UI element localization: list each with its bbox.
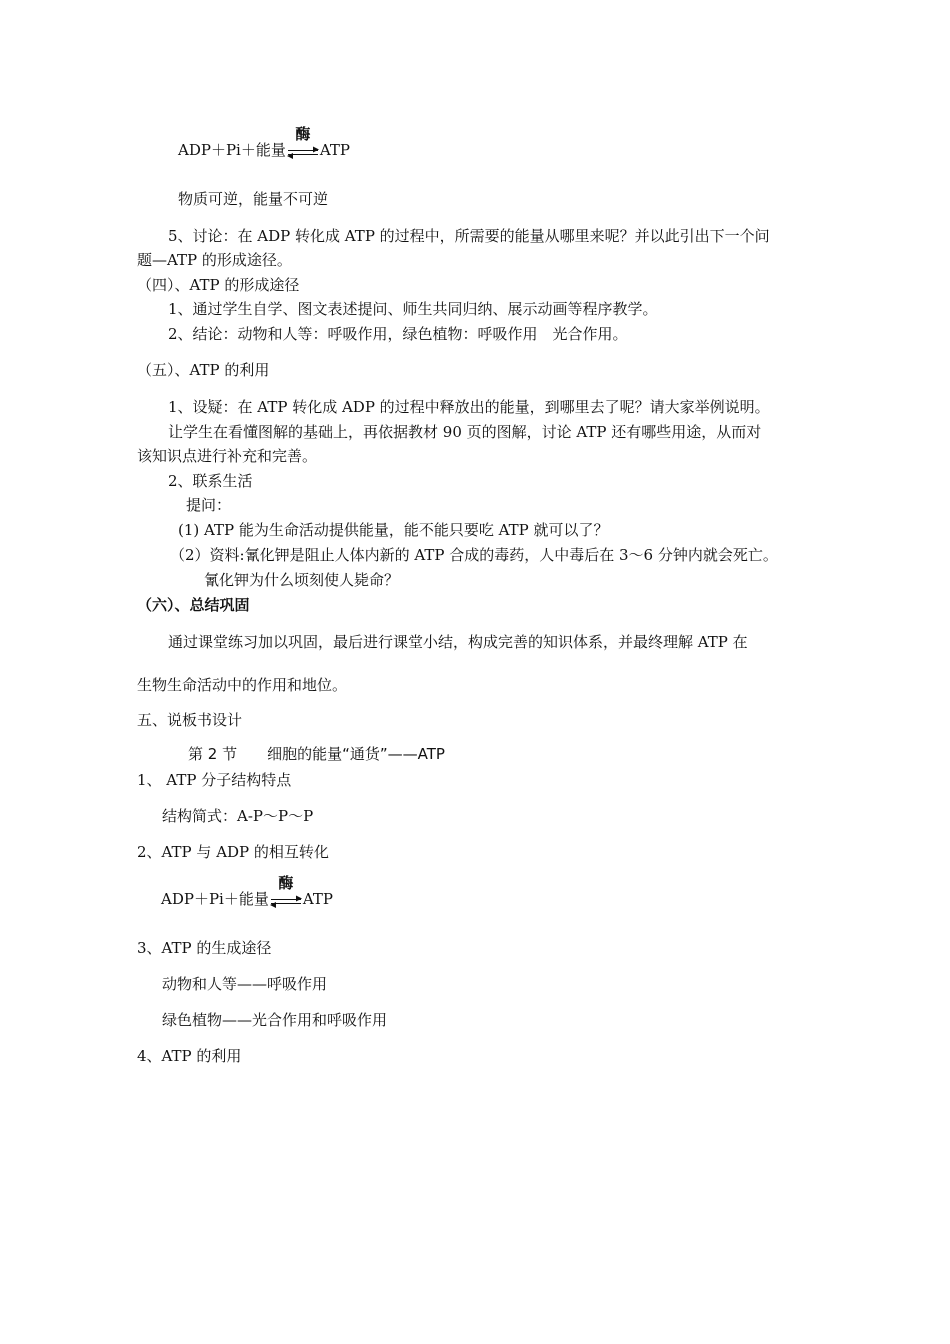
reversible-arrow-icon	[269, 874, 303, 909]
board-item-3: 3、ATP 的生成途径	[137, 939, 272, 957]
text-question-2b: 氰化钾为什么顷刻使人毙命？	[204, 571, 400, 589]
text-five-1: 1、设疑：在 ATP 转化成 ADP 的过程中释放出的能量，到哪里去了呢？请大家举例说明。	[168, 398, 770, 416]
text-four-2: 2、结论：动物和人等：呼吸作用，绿色植物：呼吸作用 光合作用。	[168, 325, 628, 343]
text-question-2: （2）资料:氰化钾是阻止人体内新的 ATP 合成的毒药，人中毒后在 3～6 分钟内就会死亡。	[170, 546, 778, 564]
reversible-arrow-icon	[286, 125, 320, 160]
board-item-4: 4、ATP 的利用	[137, 1047, 242, 1065]
text-discuss-1: 5、讨论：在 ADP 转化成 ATP 的过程中，所需要的能量从哪里来呢？并以此引出下一个问	[168, 227, 770, 245]
board-item-1-sub: 结构简式：A-P～P～P	[162, 807, 314, 825]
text-ask: 提问：	[186, 496, 232, 514]
text-five-2: 让学生在看懂图解的基础上，再依据教材 90 页的图解，讨论 ATP 还有哪些用途，从而对	[168, 423, 762, 441]
text-summary-2: 生物生命活动中的作用和地位。	[137, 676, 348, 694]
equation-adp-atp	[178, 125, 350, 160]
equation-left: ADP＋Pi＋能量	[178, 141, 286, 159]
board-title: 第 2 节 细胞的能量“通货”——ATP	[188, 745, 445, 763]
board-item-2: 2、ATP 与 ADP 的相互转化	[137, 843, 329, 861]
board-equation	[161, 874, 333, 909]
enzyme-label: 酶	[278, 874, 294, 892]
text-five-3: 该知识点进行补充和完善。	[137, 447, 318, 465]
heading-board: 五、说板书设计	[137, 711, 243, 729]
board-item-1: 1、 ATP 分子结构特点	[137, 771, 292, 789]
enzyme-label: 酶	[295, 125, 311, 143]
board-item-3-a: 动物和人等——呼吸作用	[162, 975, 328, 993]
board-item-3-b: 绿色植物——光合作用和呼吸作用	[162, 1011, 388, 1029]
text-question-1: (1) ATP 能为生命活动提供能量，能不能只要吃 ATP 就可以了？	[178, 521, 609, 539]
heading-five: （五）、ATP 的利用	[137, 361, 270, 379]
heading-four: （四）、ATP 的形成途径	[137, 276, 300, 294]
text-life: 2、联系生活	[168, 472, 253, 490]
text-irreversible: 物质可逆，能量不可逆	[178, 190, 329, 208]
heading-six: （六）、总结巩固	[137, 596, 250, 614]
text-summary-1: 通过课堂练习加以巩固，最后进行课堂小结，构成完善的知识体系，并最终理解 ATP 在	[168, 633, 748, 651]
equation-right: ATP	[302, 890, 333, 908]
text-four-1: 1、通过学生自学、图文表述提问、师生共同归纳、展示动画等程序教学。	[168, 300, 658, 318]
equation-right: ATP	[319, 141, 350, 159]
text-discuss-2: 题—ATP 的形成途径。	[137, 251, 292, 269]
equation-left: ADP＋Pi＋能量	[161, 890, 269, 908]
